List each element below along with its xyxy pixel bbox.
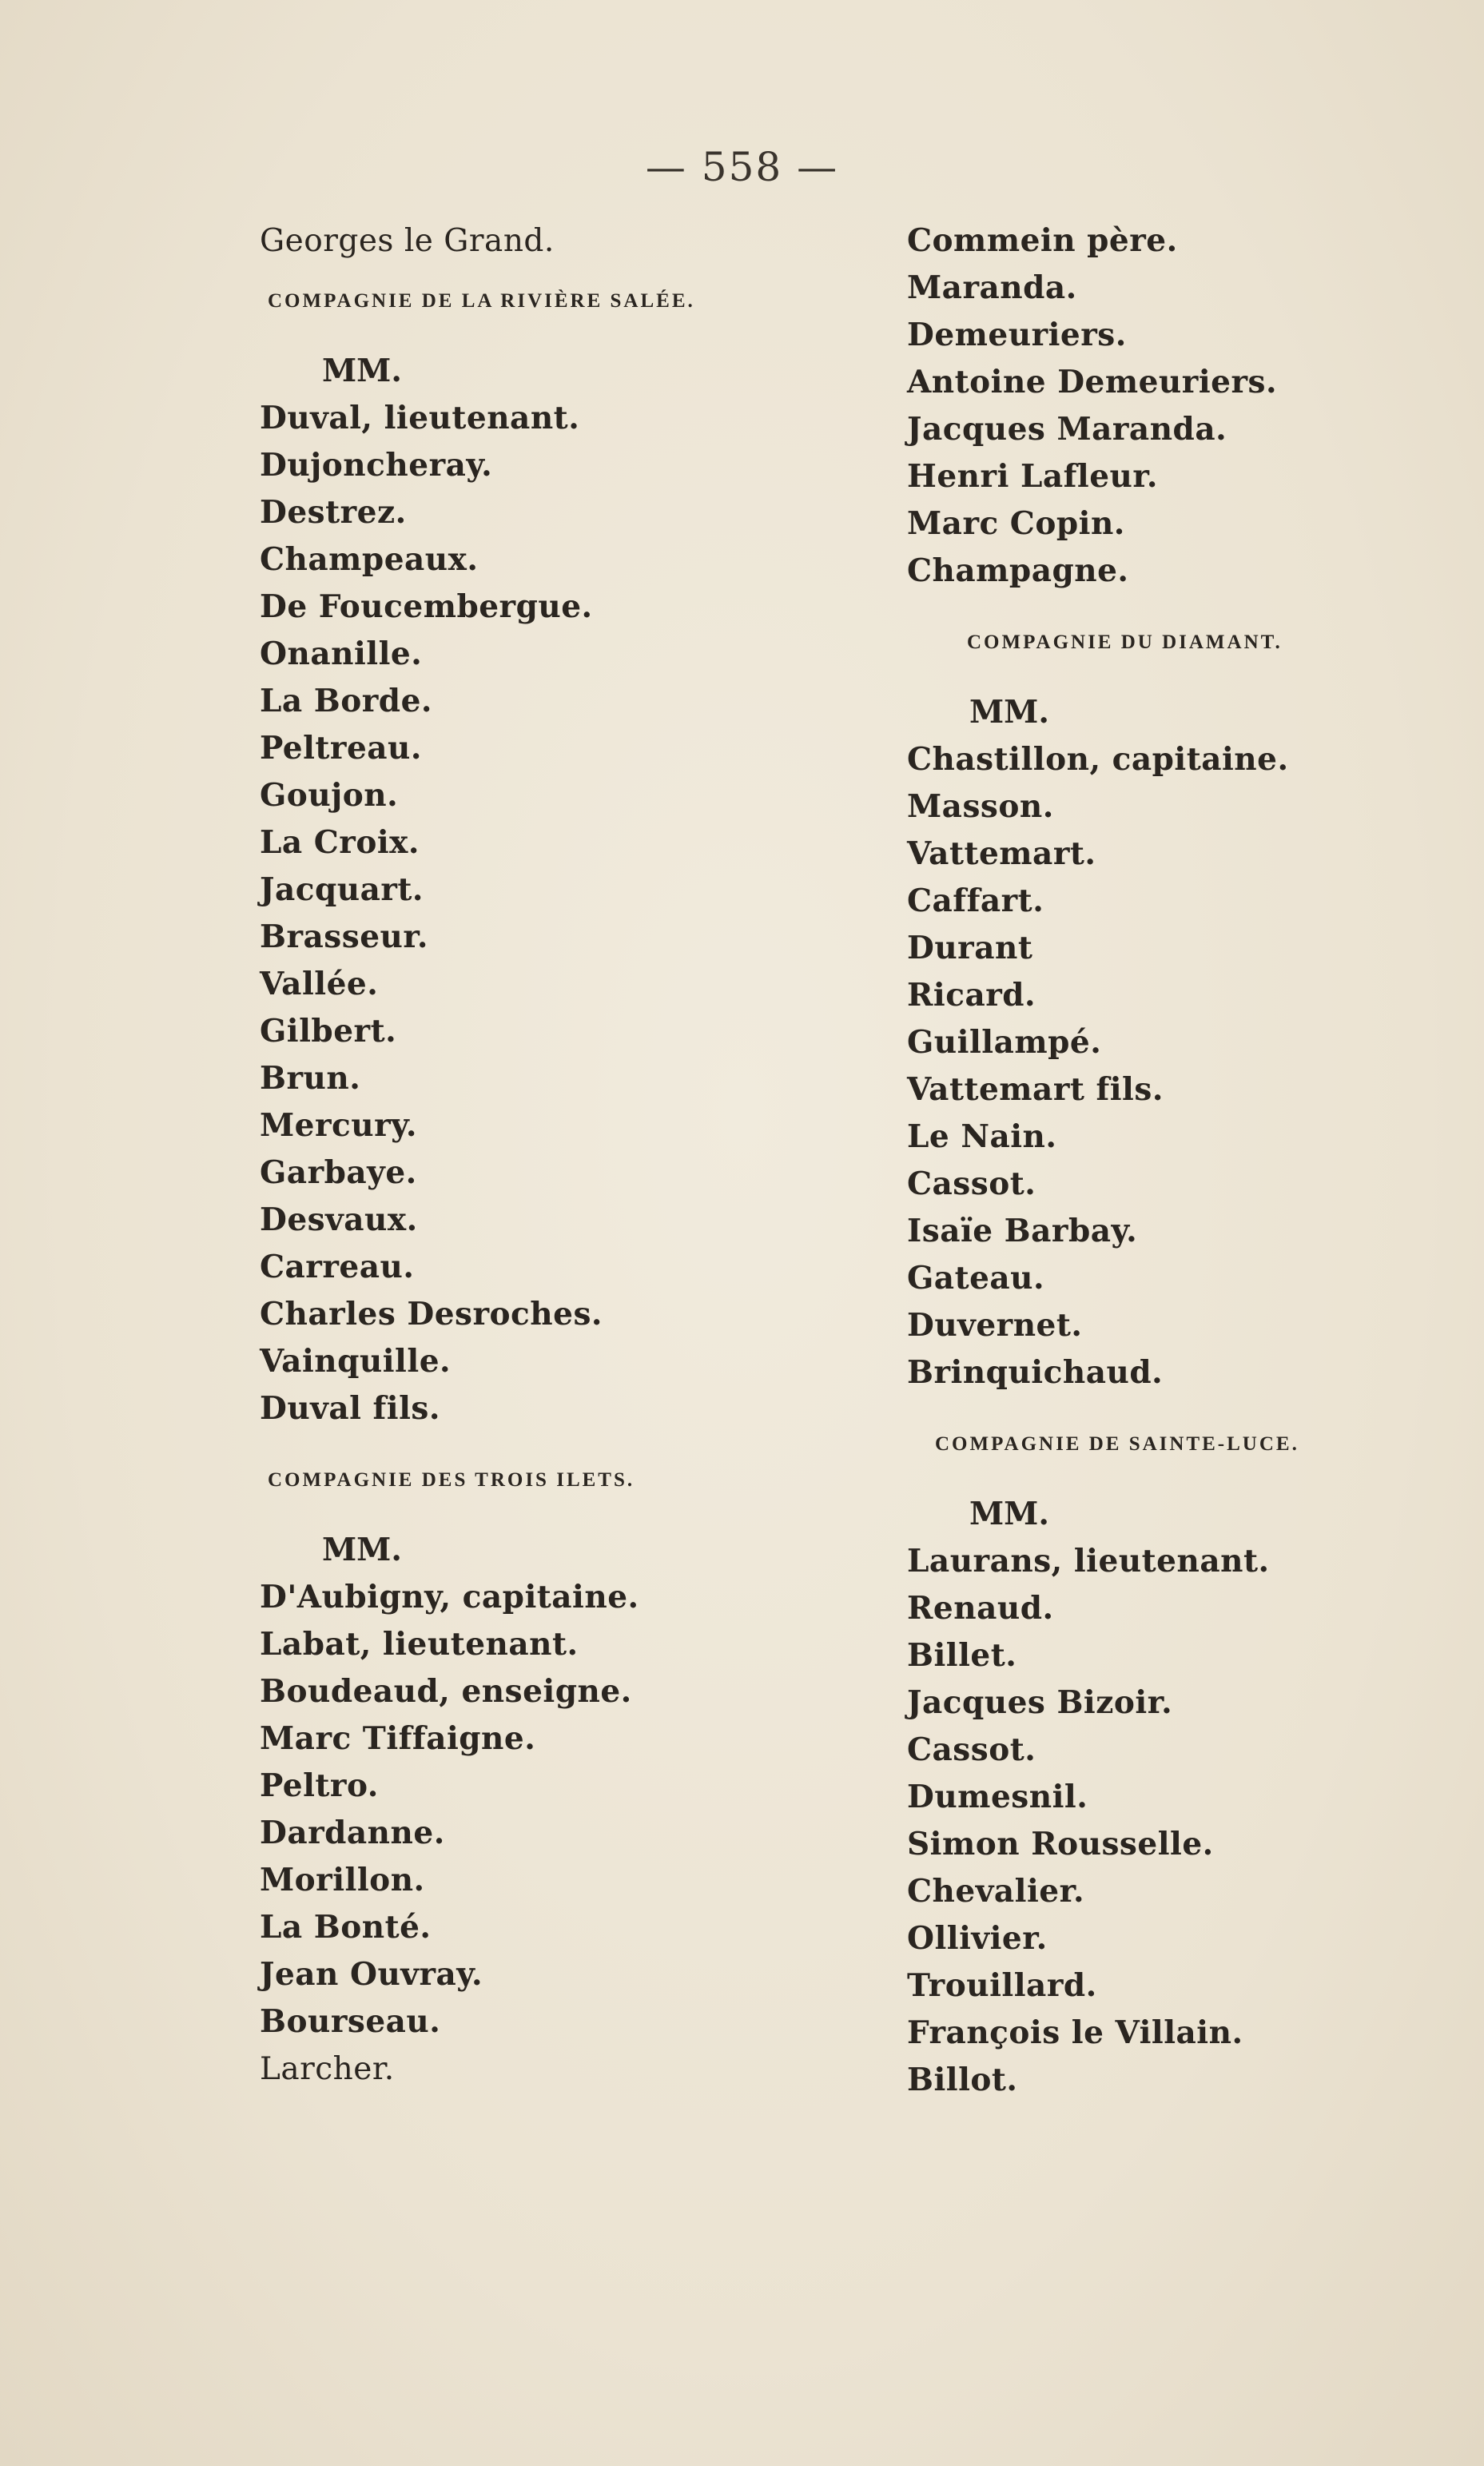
riviere-salee-list [260, 395, 867, 1432]
list-item: La Bonté. [260, 1909, 432, 1946]
list-item: Brun. [260, 1060, 361, 1097]
sainte-luce-list [907, 1538, 1484, 2104]
list-item: Peltro. [260, 1767, 379, 1804]
list-item: Gilbert. [260, 1013, 397, 1050]
list-item: Duval, lieutenant. [260, 400, 580, 436]
list-item: Isaïe Barbay. [907, 1213, 1138, 1249]
list-item: Le Nain. [907, 1118, 1057, 1155]
list-item: Chevalier. [907, 1873, 1085, 1910]
list-item: Desvaux. [260, 1201, 418, 1238]
list-item: Ricard. [907, 977, 1036, 1014]
list-item: De Foucembergue. [260, 588, 593, 625]
list-item: Morillon. [260, 1862, 425, 1898]
list-item: Ollivier. [907, 1920, 1048, 1957]
list-item: Boudeaud, enseigne. [260, 1673, 632, 1710]
list-item: Jean Ouvray. [260, 1956, 483, 1993]
list-item: Marc Copin. [907, 505, 1125, 542]
list-item: Vattemart fils. [907, 1071, 1164, 1108]
list-item: Charles Desroches. [260, 1296, 603, 1333]
sainte-luce-heading: COMPAGNIE DE SAINTE-LUCE. [935, 1433, 1299, 1455]
list-item: Laurans, lieutenant. [907, 1543, 1270, 1580]
list-item: Goujon. [260, 777, 399, 814]
lead-entry: Georges le Grand. [260, 223, 555, 259]
list-item: Carreau. [260, 1249, 415, 1285]
list-item: Cassot. [907, 1165, 1036, 1202]
riviere-salee-mm: MM. [322, 353, 402, 389]
right-lead-list [907, 217, 1484, 595]
list-item: Onanille. [260, 635, 423, 672]
list-item: Dardanne. [260, 1815, 445, 1851]
riviere-salee-heading: COMPAGNIE DE LA RIVIÈRE SALÉE. [268, 290, 695, 312]
list-item: Jacques Maranda. [907, 411, 1227, 448]
page-number: — 558 — [645, 144, 839, 190]
list-item: Commein père. [907, 222, 1178, 259]
list-item: Dujoncheray. [260, 447, 493, 484]
list-item: Mercury. [260, 1107, 417, 1144]
list-item: Garbaye. [260, 1154, 417, 1191]
list-item: François le Villain. [907, 2014, 1243, 2051]
list-item: Durant [907, 930, 1033, 966]
list-item: Brinquichaud. [907, 1354, 1164, 1391]
diamant-mm: MM. [969, 694, 1049, 731]
list-item: Vattemart. [907, 835, 1096, 872]
list-item: Demeuriers. [907, 317, 1127, 353]
list-item: Simon Rousselle. [907, 1826, 1214, 1862]
diamant-list [907, 736, 1484, 1396]
list-item: Antoine Demeuriers. [907, 364, 1278, 400]
list-item: Gateau. [907, 1260, 1045, 1297]
list-item: Masson. [907, 788, 1054, 825]
list-item: Jacques Bizoir. [907, 1684, 1173, 1721]
list-item: Cassot. [907, 1731, 1036, 1768]
list-item: Destrez. [260, 494, 407, 531]
list-item: Champeaux. [260, 541, 479, 578]
list-item: Larcher. [260, 2051, 395, 2087]
right-column [907, 217, 1484, 2104]
list-item: Bourseau. [260, 2003, 441, 2040]
left-column [260, 217, 867, 2093]
trois-ilets-mm: MM. [322, 1532, 402, 1568]
list-item: Billot. [907, 2062, 1018, 2098]
list-item: D'Aubigny, capitaine. [260, 1579, 639, 1615]
list-item: Marc Tiffaigne. [260, 1720, 536, 1757]
list-item: Trouillard. [907, 1967, 1097, 2004]
trois-ilets-list [260, 1574, 867, 2093]
list-item: La Borde. [260, 683, 432, 719]
list-item: Duval fils. [260, 1390, 440, 1427]
list-item: Brasseur. [260, 918, 428, 955]
list-item: La Croix. [260, 824, 420, 861]
sainte-luce-mm: MM. [969, 1496, 1049, 1532]
list-item: Caffart. [907, 882, 1044, 919]
list-item: Vallée. [260, 966, 379, 1002]
list-item: Chastillon, capitaine. [907, 741, 1289, 778]
diamant-heading: COMPAGNIE DU DIAMANT. [967, 631, 1283, 653]
list-item: Maranda. [907, 269, 1077, 306]
trois-ilets-heading: COMPAGNIE DES TROIS ILETS. [268, 1469, 635, 1491]
list-item: Jacquart. [260, 871, 424, 908]
list-item: Champagne. [907, 552, 1129, 589]
list-item: Peltreau. [260, 730, 422, 767]
list-item: Labat, lieutenant. [260, 1626, 579, 1663]
list-item: Guillampé. [907, 1024, 1102, 1061]
list-item: Vainquille. [260, 1343, 452, 1380]
list-item: Dumesnil. [907, 1779, 1088, 1815]
list-item: Duvernet. [907, 1307, 1083, 1344]
list-item: Henri Lafleur. [907, 458, 1158, 495]
list-item: Billet. [907, 1637, 1017, 1674]
list-item: Renaud. [907, 1590, 1054, 1627]
